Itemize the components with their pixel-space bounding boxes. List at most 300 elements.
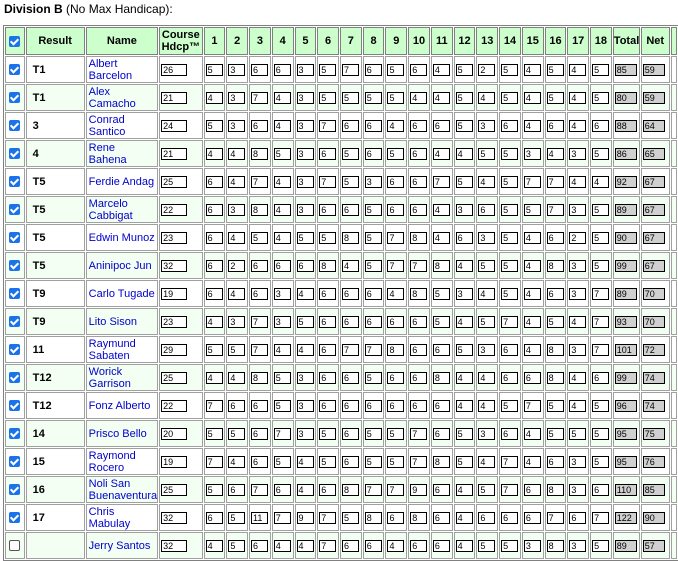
score-input[interactable]: 5 [342, 512, 359, 524]
row-select-cell[interactable] [5, 504, 25, 531]
score-input[interactable]: 4 [274, 344, 291, 356]
score-input[interactable]: 5 [342, 148, 359, 160]
score-input[interactable]: 6 [410, 316, 427, 328]
score-input[interactable]: 5 [456, 64, 473, 76]
score-input[interactable]: 3 [228, 316, 245, 328]
score-input[interactable]: 6 [342, 400, 359, 412]
score-input[interactable]: 4 [456, 316, 473, 328]
score-input[interactable]: 4 [456, 148, 473, 160]
hdcp-input[interactable]: 32 [161, 512, 187, 524]
score-input[interactable]: 4 [387, 540, 404, 552]
score-input[interactable]: 7 [524, 176, 541, 188]
row-select-cell[interactable] [5, 112, 25, 139]
row-select-cell[interactable] [5, 280, 25, 307]
score-input[interactable]: 7 [319, 512, 336, 524]
score-input[interactable]: 3 [456, 204, 473, 216]
score-input[interactable]: 7 [319, 176, 336, 188]
row-select-cell[interactable] [5, 364, 25, 391]
score-input[interactable]: 6 [365, 400, 382, 412]
hdcp-input[interactable]: 21 [161, 92, 187, 104]
score-input[interactable]: 7 [592, 316, 609, 328]
score-input[interactable]: 5 [501, 204, 518, 216]
score-input[interactable]: 5 [365, 372, 382, 384]
score-input[interactable]: 4 [297, 456, 314, 468]
score-input[interactable]: 6 [365, 120, 382, 132]
score-input[interactable]: 4 [478, 288, 495, 300]
score-input[interactable]: 5 [433, 288, 450, 300]
score-input[interactable]: 3 [478, 344, 495, 356]
score-input[interactable]: 6 [251, 540, 268, 552]
score-input[interactable]: 5 [274, 456, 291, 468]
score-input[interactable]: 4 [478, 372, 495, 384]
score-input[interactable]: 7 [365, 484, 382, 496]
score-input[interactable]: 6 [387, 204, 404, 216]
row-checkbox[interactable] [9, 148, 20, 159]
score-input[interactable]: 6 [478, 512, 495, 524]
score-input[interactable]: 5 [319, 428, 336, 440]
score-input[interactable]: 4 [569, 92, 586, 104]
score-input[interactable]: 4 [433, 92, 450, 104]
score-input[interactable]: 6 [319, 288, 336, 300]
score-input[interactable]: 6 [206, 512, 223, 524]
score-input[interactable]: 4 [433, 232, 450, 244]
score-input[interactable]: 6 [297, 260, 314, 272]
score-input[interactable]: 8 [319, 260, 336, 272]
score-input[interactable]: 5 [319, 232, 336, 244]
score-input[interactable]: 4 [478, 456, 495, 468]
score-input[interactable]: 4 [524, 344, 541, 356]
score-input[interactable]: 5 [274, 372, 291, 384]
row-select-cell[interactable] [5, 224, 25, 251]
row-checkbox[interactable] [9, 540, 20, 551]
score-input[interactable]: 8 [547, 484, 564, 496]
score-input[interactable]: 5 [365, 204, 382, 216]
score-input[interactable]: 3 [569, 204, 586, 216]
score-input[interactable]: 5 [456, 428, 473, 440]
score-input[interactable]: 5 [365, 92, 382, 104]
score-input[interactable]: 6 [569, 512, 586, 524]
score-input[interactable]: 3 [228, 64, 245, 76]
score-input[interactable]: 5 [433, 316, 450, 328]
score-input[interactable]: 4 [274, 540, 291, 552]
score-input[interactable]: 4 [524, 316, 541, 328]
score-input[interactable]: 4 [274, 176, 291, 188]
score-input[interactable]: 3 [297, 120, 314, 132]
score-input[interactable]: 4 [592, 176, 609, 188]
score-input[interactable]: 5 [592, 428, 609, 440]
score-input[interactable]: 3 [297, 176, 314, 188]
score-input[interactable]: 6 [319, 344, 336, 356]
score-input[interactable]: 7 [251, 92, 268, 104]
score-input[interactable]: 3 [228, 120, 245, 132]
score-input[interactable]: 7 [387, 260, 404, 272]
score-input[interactable]: 5 [387, 456, 404, 468]
score-input[interactable]: 7 [501, 456, 518, 468]
score-input[interactable]: 7 [206, 456, 223, 468]
score-input[interactable]: 3 [297, 148, 314, 160]
score-input[interactable]: 4 [456, 372, 473, 384]
score-input[interactable]: 5 [297, 232, 314, 244]
score-input[interactable]: 5 [547, 428, 564, 440]
score-input[interactable]: 5 [547, 64, 564, 76]
score-input[interactable]: 3 [274, 316, 291, 328]
score-input[interactable]: 5 [319, 456, 336, 468]
score-input[interactable]: 6 [319, 400, 336, 412]
score-input[interactable]: 6 [251, 288, 268, 300]
score-input[interactable]: 4 [456, 512, 473, 524]
score-input[interactable]: 4 [297, 540, 314, 552]
score-input[interactable]: 5 [501, 260, 518, 272]
score-input[interactable]: 5 [569, 428, 586, 440]
score-input[interactable]: 6 [501, 428, 518, 440]
score-input[interactable]: 4 [297, 288, 314, 300]
score-input[interactable]: 4 [547, 148, 564, 160]
score-input[interactable]: 5 [456, 92, 473, 104]
score-input[interactable]: 4 [228, 148, 245, 160]
score-input[interactable]: 9 [297, 512, 314, 524]
score-input[interactable]: 6 [433, 428, 450, 440]
score-input[interactable]: 4 [387, 288, 404, 300]
score-input[interactable]: 6 [251, 428, 268, 440]
score-input[interactable]: 6 [319, 148, 336, 160]
score-input[interactable]: 6 [319, 372, 336, 384]
score-input[interactable]: 6 [433, 484, 450, 496]
score-input[interactable]: 4 [524, 232, 541, 244]
score-input[interactable]: 11 [251, 512, 268, 524]
score-input[interactable]: 5 [592, 148, 609, 160]
score-input[interactable]: 4 [206, 540, 223, 552]
score-input[interactable]: 9 [410, 484, 427, 496]
score-input[interactable]: 6 [410, 344, 427, 356]
score-input[interactable]: 5 [456, 120, 473, 132]
score-input[interactable]: 7 [501, 316, 518, 328]
score-input[interactable]: 5 [342, 92, 359, 104]
score-input[interactable]: 6 [365, 64, 382, 76]
hdcp-input[interactable]: 26 [161, 64, 187, 76]
score-input[interactable]: 5 [206, 344, 223, 356]
score-input[interactable]: 2 [569, 232, 586, 244]
row-checkbox[interactable] [9, 512, 20, 523]
score-input[interactable]: 6 [524, 512, 541, 524]
score-input[interactable]: 4 [456, 260, 473, 272]
score-input[interactable]: 6 [547, 456, 564, 468]
score-input[interactable]: 3 [569, 260, 586, 272]
row-select-cell[interactable] [5, 420, 25, 447]
score-input[interactable]: 3 [569, 288, 586, 300]
score-input[interactable]: 5 [365, 260, 382, 272]
score-input[interactable]: 5 [274, 400, 291, 412]
score-input[interactable]: 3 [297, 204, 314, 216]
score-input[interactable]: 5 [365, 456, 382, 468]
score-input[interactable]: 4 [206, 92, 223, 104]
score-input[interactable]: 6 [547, 232, 564, 244]
score-input[interactable]: 5 [592, 456, 609, 468]
score-input[interactable]: 5 [319, 92, 336, 104]
score-input[interactable]: 7 [387, 232, 404, 244]
score-input[interactable]: 4 [456, 484, 473, 496]
hdcp-input[interactable]: 25 [161, 176, 187, 188]
score-input[interactable]: 4 [524, 120, 541, 132]
row-checkbox[interactable] [9, 372, 20, 383]
row-select-cell[interactable] [5, 392, 25, 419]
score-input[interactable]: 8 [433, 456, 450, 468]
score-input[interactable]: 7 [206, 400, 223, 412]
score-input[interactable]: 4 [433, 204, 450, 216]
hdcp-input[interactable]: 19 [161, 456, 187, 468]
score-input[interactable]: 6 [206, 260, 223, 272]
score-input[interactable]: 8 [410, 232, 427, 244]
score-input[interactable]: 3 [228, 92, 245, 104]
score-input[interactable]: 3 [524, 540, 541, 552]
score-input[interactable]: 5 [501, 92, 518, 104]
score-input[interactable]: 6 [524, 484, 541, 496]
row-checkbox[interactable] [9, 64, 20, 75]
score-input[interactable]: 6 [251, 260, 268, 272]
row-checkbox[interactable] [9, 204, 20, 215]
score-input[interactable]: 4 [456, 400, 473, 412]
score-input[interactable]: 5 [478, 148, 495, 160]
score-input[interactable]: 6 [501, 372, 518, 384]
score-input[interactable]: 6 [433, 120, 450, 132]
score-input[interactable]: 7 [501, 484, 518, 496]
score-input[interactable]: 6 [456, 232, 473, 244]
score-input[interactable]: 6 [547, 288, 564, 300]
hdcp-input[interactable]: 21 [161, 148, 187, 160]
score-input[interactable]: 8 [387, 344, 404, 356]
score-input[interactable]: 3 [569, 344, 586, 356]
score-input[interactable]: 3 [297, 64, 314, 76]
score-input[interactable]: 5 [592, 92, 609, 104]
score-input[interactable]: 5 [387, 64, 404, 76]
score-input[interactable]: 3 [569, 540, 586, 552]
score-input[interactable]: 4 [297, 344, 314, 356]
score-input[interactable]: 6 [387, 316, 404, 328]
score-input[interactable]: 7 [342, 344, 359, 356]
score-input[interactable]: 7 [547, 512, 564, 524]
row-select-cell[interactable] [5, 196, 25, 223]
score-input[interactable]: 7 [592, 344, 609, 356]
score-input[interactable]: 6 [501, 120, 518, 132]
score-input[interactable]: 5 [547, 400, 564, 412]
score-input[interactable]: 6 [251, 400, 268, 412]
score-input[interactable]: 2 [478, 64, 495, 76]
score-input[interactable]: 6 [592, 372, 609, 384]
score-input[interactable]: 4 [387, 120, 404, 132]
score-input[interactable]: 4 [206, 148, 223, 160]
hdcp-input[interactable]: 22 [161, 204, 187, 216]
score-input[interactable]: 4 [569, 400, 586, 412]
score-input[interactable]: 6 [342, 288, 359, 300]
score-input[interactable]: 7 [319, 540, 336, 552]
score-input[interactable]: 8 [547, 344, 564, 356]
score-input[interactable]: 6 [251, 64, 268, 76]
score-input[interactable]: 6 [433, 512, 450, 524]
score-input[interactable]: 6 [478, 204, 495, 216]
score-input[interactable]: 4 [228, 456, 245, 468]
hdcp-input[interactable]: 20 [161, 428, 187, 440]
score-input[interactable]: 6 [251, 120, 268, 132]
score-input[interactable]: 6 [501, 344, 518, 356]
score-input[interactable]: 6 [342, 540, 359, 552]
score-input[interactable]: 4 [228, 176, 245, 188]
score-input[interactable]: 6 [433, 540, 450, 552]
score-input[interactable]: 7 [387, 484, 404, 496]
score-input[interactable]: 6 [365, 288, 382, 300]
score-input[interactable]: 7 [274, 512, 291, 524]
hdcp-input[interactable]: 32 [161, 260, 187, 272]
score-input[interactable]: 6 [206, 288, 223, 300]
score-input[interactable]: 3 [569, 456, 586, 468]
score-input[interactable]: 8 [251, 148, 268, 160]
row-checkbox[interactable] [9, 260, 20, 271]
score-input[interactable]: 5 [524, 204, 541, 216]
score-input[interactable]: 4 [228, 232, 245, 244]
score-input[interactable]: 5 [501, 176, 518, 188]
hdcp-input[interactable]: 25 [161, 484, 187, 496]
score-input[interactable]: 4 [274, 204, 291, 216]
row-checkbox[interactable] [9, 176, 20, 187]
score-input[interactable]: 3 [365, 176, 382, 188]
hdcp-input[interactable]: 25 [161, 372, 187, 384]
score-input[interactable]: 4 [524, 288, 541, 300]
score-input[interactable]: 7 [410, 428, 427, 440]
score-input[interactable]: 3 [524, 148, 541, 160]
score-input[interactable]: 7 [274, 428, 291, 440]
score-input[interactable]: 6 [319, 316, 336, 328]
score-input[interactable]: 2 [228, 260, 245, 272]
row-select-cell[interactable] [5, 140, 25, 167]
score-input[interactable]: 7 [547, 204, 564, 216]
score-input[interactable]: 5 [592, 260, 609, 272]
score-input[interactable]: 5 [547, 316, 564, 328]
score-input[interactable]: 7 [342, 64, 359, 76]
score-input[interactable]: 3 [297, 372, 314, 384]
score-input[interactable]: 8 [433, 260, 450, 272]
hdcp-input[interactable]: 23 [161, 316, 187, 328]
score-input[interactable]: 7 [251, 484, 268, 496]
score-input[interactable]: 4 [524, 92, 541, 104]
score-input[interactable]: 4 [206, 372, 223, 384]
score-input[interactable]: 8 [342, 484, 359, 496]
row-checkbox[interactable] [9, 484, 20, 495]
score-input[interactable]: 6 [342, 204, 359, 216]
score-input[interactable]: 4 [478, 176, 495, 188]
hdcp-input[interactable]: 19 [161, 288, 187, 300]
row-checkbox[interactable] [9, 120, 20, 131]
score-input[interactable]: 4 [410, 92, 427, 104]
score-input[interactable]: 5 [478, 484, 495, 496]
score-input[interactable]: 4 [524, 428, 541, 440]
score-input[interactable]: 3 [478, 428, 495, 440]
row-checkbox[interactable] [9, 428, 20, 439]
score-input[interactable]: 6 [319, 204, 336, 216]
score-input[interactable]: 3 [297, 400, 314, 412]
score-input[interactable]: 4 [342, 260, 359, 272]
score-input[interactable]: 6 [251, 456, 268, 468]
score-input[interactable]: 7 [524, 400, 541, 412]
score-input[interactable]: 8 [410, 512, 427, 524]
score-input[interactable]: 5 [365, 232, 382, 244]
score-input[interactable]: 4 [274, 120, 291, 132]
score-input[interactable]: 4 [569, 316, 586, 328]
score-input[interactable]: 4 [569, 64, 586, 76]
score-input[interactable]: 4 [456, 540, 473, 552]
score-input[interactable]: 6 [365, 316, 382, 328]
row-checkbox[interactable] [9, 288, 20, 299]
score-input[interactable]: 3 [228, 204, 245, 216]
score-input[interactable]: 5 [501, 148, 518, 160]
row-select-cell[interactable] [5, 308, 25, 335]
score-input[interactable]: 5 [478, 260, 495, 272]
score-input[interactable]: 6 [387, 400, 404, 412]
score-input[interactable]: 4 [478, 400, 495, 412]
score-input[interactable]: 6 [524, 372, 541, 384]
score-input[interactable]: 3 [569, 484, 586, 496]
score-input[interactable]: 6 [410, 204, 427, 216]
score-input[interactable]: 5 [274, 148, 291, 160]
score-input[interactable]: 6 [387, 372, 404, 384]
score-input[interactable]: 8 [342, 232, 359, 244]
score-input[interactable]: 8 [547, 260, 564, 272]
score-input[interactable]: 3 [274, 288, 291, 300]
score-input[interactable]: 4 [524, 64, 541, 76]
row-select-cell[interactable] [5, 252, 25, 279]
score-input[interactable]: 4 [433, 148, 450, 160]
score-input[interactable]: 5 [365, 428, 382, 440]
row-checkbox[interactable] [9, 232, 20, 243]
score-input[interactable]: 5 [547, 92, 564, 104]
score-input[interactable]: 5 [387, 148, 404, 160]
score-input[interactable]: 5 [342, 176, 359, 188]
score-input[interactable]: 7 [365, 344, 382, 356]
score-input[interactable]: 5 [478, 540, 495, 552]
score-input[interactable]: 5 [501, 232, 518, 244]
score-input[interactable]: 8 [251, 204, 268, 216]
select-all-checkbox[interactable] [9, 36, 20, 47]
score-input[interactable]: 7 [251, 176, 268, 188]
score-input[interactable]: 6 [410, 540, 427, 552]
score-input[interactable]: 5 [456, 456, 473, 468]
score-input[interactable]: 7 [433, 176, 450, 188]
score-input[interactable]: 6 [206, 204, 223, 216]
score-input[interactable]: 5 [501, 288, 518, 300]
score-input[interactable]: 7 [319, 120, 336, 132]
score-input[interactable]: 6 [410, 148, 427, 160]
score-input[interactable]: 3 [297, 428, 314, 440]
score-input[interactable]: 4 [478, 92, 495, 104]
score-input[interactable]: 5 [592, 64, 609, 76]
score-input[interactable]: 8 [547, 372, 564, 384]
score-input[interactable]: 5 [592, 204, 609, 216]
score-input[interactable]: 5 [478, 316, 495, 328]
score-input[interactable]: 6 [410, 400, 427, 412]
score-input[interactable]: 4 [206, 316, 223, 328]
score-input[interactable]: 8 [410, 288, 427, 300]
score-input[interactable]: 4 [569, 372, 586, 384]
score-input[interactable]: 5 [319, 64, 336, 76]
score-input[interactable]: 7 [592, 288, 609, 300]
score-input[interactable]: 5 [592, 540, 609, 552]
score-input[interactable]: 4 [274, 232, 291, 244]
score-input[interactable]: 5 [501, 400, 518, 412]
score-input[interactable]: 6 [433, 400, 450, 412]
score-input[interactable]: 4 [228, 372, 245, 384]
row-select-cell[interactable] [5, 168, 25, 195]
score-input[interactable]: 6 [387, 512, 404, 524]
score-input[interactable]: 5 [501, 540, 518, 552]
score-input[interactable]: 6 [433, 344, 450, 356]
hdcp-input[interactable]: 24 [161, 120, 187, 132]
